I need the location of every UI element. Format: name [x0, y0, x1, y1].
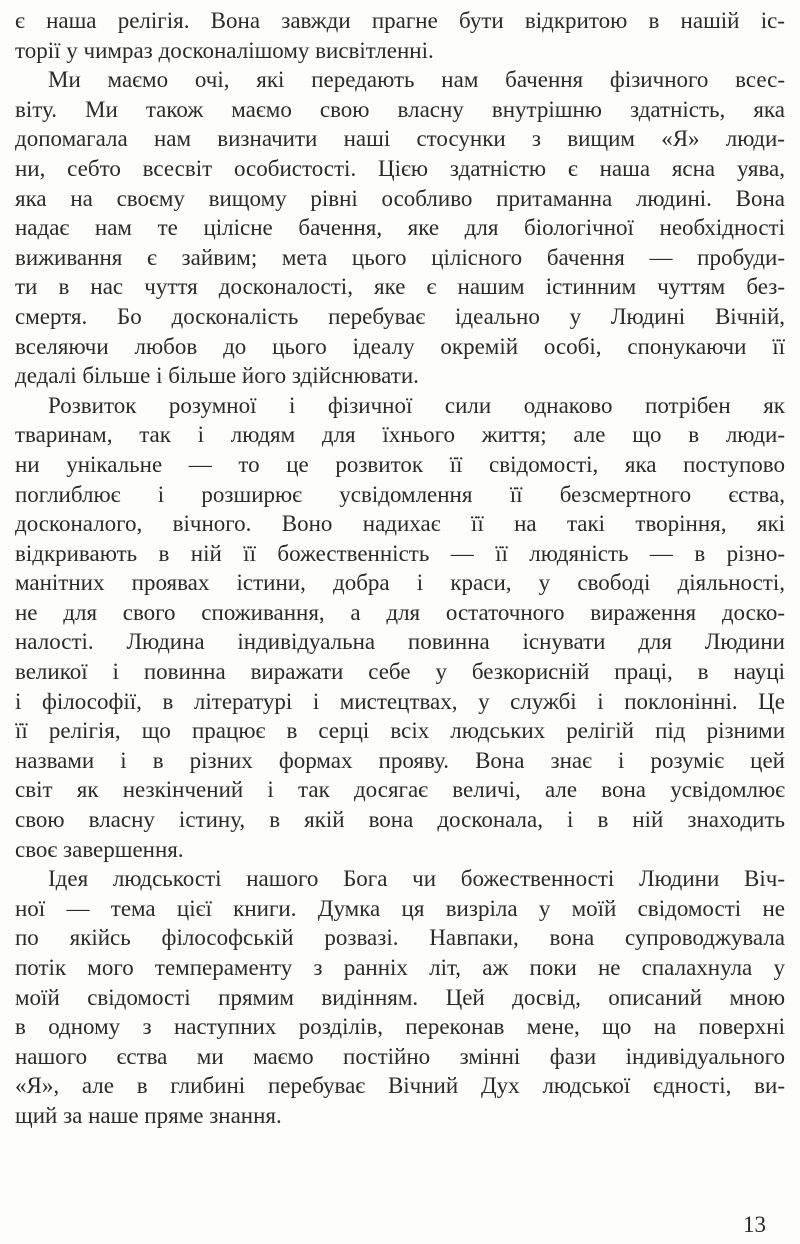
text-line-content: своє завершення.	[15, 836, 184, 862]
text-line-content: допомагала нам визначити наші стосунки з вищим «Я» люди-	[15, 126, 785, 152]
text-line-content: потік мого темпераменту з ранніх літ, аж поки не спалахнула у	[15, 955, 785, 980]
text-line	[15, 864, 785, 894]
text-line-content: дедалі більше і більше його здійснювати.	[15, 363, 419, 389]
text-line-content: ної — тема цієї книги. Думка ця визріла у моїй свідомості не	[15, 895, 785, 921]
text-line	[15, 509, 785, 539]
text-line	[15, 272, 785, 302]
text-line-content: поглиблює і розширює усвідомлення її безсмертного єства,	[15, 481, 785, 507]
text-line	[15, 657, 785, 687]
text-line-content: щий за наше пряме знання.	[15, 1102, 282, 1128]
text-line	[15, 805, 785, 835]
text-line	[15, 1071, 785, 1101]
text-line	[15, 687, 785, 717]
text-line	[15, 154, 785, 184]
text-line-content: «Я», але в глибині перебуває Вічний Дух людської єдності, ви-	[15, 1073, 785, 1099]
text-line-content: світ як незкінчений і так досягає величі, але вона усвідомлює	[15, 777, 786, 803]
text-line	[15, 6, 785, 36]
text-line	[15, 953, 785, 983]
text-line	[15, 420, 785, 450]
text-line-content: манітних проявах істини, добра і краси, у свободі діяльності,	[15, 570, 785, 596]
text-line	[15, 775, 785, 805]
text-line	[15, 627, 785, 657]
text-line-content: смертя. Бо досконалість перебуває ідеально у Людині Вічній,	[15, 303, 786, 329]
paragraph	[15, 6, 785, 65]
text-line	[15, 923, 785, 953]
text-line-content: є наша релігія. Вона завжди прагне бути відкритою в нашій іс-	[15, 8, 785, 33]
text-line-content: віту. Ми також маємо свою власну внутрішню здатність, яка	[15, 96, 785, 122]
text-line	[15, 1042, 785, 1072]
text-line-content: налості. Людина індивідуальна повинна існувати для Людини	[15, 629, 785, 655]
text-line	[15, 598, 785, 628]
text-line-content: Ідея людськості нашого Бога чи божественності Людини Віч-	[48, 866, 785, 892]
text-line	[15, 124, 785, 154]
text-line-content: яка на своєму вищому рівні особливо притаманна людині. Вона	[15, 185, 785, 211]
text-line	[15, 568, 785, 598]
page-number: 13	[743, 1212, 766, 1237]
text-line	[15, 391, 785, 421]
text-line-content: тваринам, так і людям для їхнього життя; але що в люди-	[15, 422, 785, 448]
text-line	[15, 302, 785, 332]
paragraph	[15, 391, 785, 865]
text-line-content: ти в нас чуття досконалості, яке є нашим істинним чуттям без-	[15, 274, 785, 300]
text-line	[15, 894, 785, 924]
text-line-content: в одному з наступних розділів, переконав мене, що на поверхні	[15, 1014, 786, 1040]
text-line	[15, 243, 785, 273]
text-line-content: відкривають в ній її божественність — її людяність — в різно-	[15, 540, 786, 566]
text-line	[15, 1012, 785, 1042]
text-line-content: надає нам те цілісне бачення, яке для біологічної необхідності	[15, 215, 785, 241]
text-line-content: великої і повинна виражати себе у безкорисній праці, в науці	[15, 659, 786, 685]
text-line	[15, 983, 785, 1013]
text-line-content: свою власну істину, в якій вона досконала, і в ній знаходить	[15, 807, 786, 833]
text-line-content: виживання є зайвим; мета цього цілісного бачення — пробуди-	[15, 244, 786, 270]
paragraph	[15, 864, 785, 1130]
text-line-content: вселяючи любов до цього ідеалу окремій особі, спонукаючи її	[15, 333, 786, 359]
text-line-content: моїй свідомості прямим видінням. Цей досвід, описаний мною	[15, 984, 785, 1010]
text-line-content: досконалого, вічного. Воно надихає її на такі творіння, які	[15, 511, 786, 537]
text-line-content: ни унікальне — то це розвиток її свідомості, яка поступово	[15, 451, 785, 477]
text-line	[15, 361, 785, 391]
text-line	[15, 213, 785, 243]
paragraph	[15, 65, 785, 391]
text-line	[15, 95, 785, 125]
text-line	[15, 65, 785, 95]
text-line-content: не для свого споживання, а для остаточного вираження доско-	[15, 599, 786, 625]
text-line-content: її релігія, що працює в серці всіх людських релігій під різними	[15, 718, 786, 744]
text-line-content: по якійсь філософській розвазі. Навпаки, вона супроводжувала	[15, 925, 786, 951]
text-line	[15, 539, 785, 569]
text-line	[15, 184, 785, 214]
text-line	[15, 1101, 785, 1131]
text-line-content: торії у чимраз досконалішому висвітленні.	[15, 37, 434, 63]
text-line-content: ни, себто всесвіт особистості. Цією здатністю є наша ясна уява,	[15, 155, 785, 181]
text-line-content: назвами і в різних формах прояву. Вона знає і розуміє цей	[15, 747, 785, 773]
text-line-content: Ми маємо очі, які передають нам бачення фізичного всес-	[48, 67, 786, 93]
text-line	[15, 36, 785, 66]
text-line-content: і філософії, в літературі і мистецтвах, у службі і поклонінні. Це	[15, 688, 785, 714]
text-line	[15, 332, 785, 362]
text-line	[15, 835, 785, 865]
text-line-content: Розвиток розумної і фізичної сили однаково потрібен як	[48, 392, 785, 418]
text-line-content: нашого єства ми маємо постійно змінні фази індивідуального	[15, 1043, 786, 1069]
text-line	[15, 746, 785, 776]
text-line	[15, 480, 785, 510]
text-line	[15, 450, 785, 480]
body-text	[15, 6, 785, 1131]
text-line	[15, 716, 785, 746]
